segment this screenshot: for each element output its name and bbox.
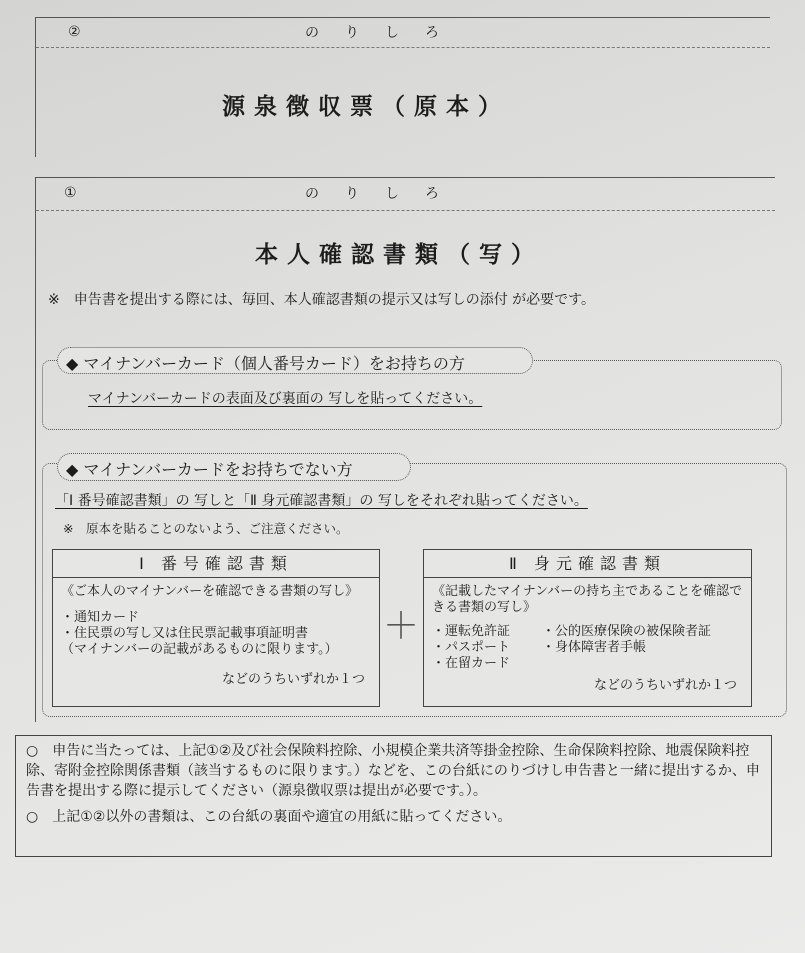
number-verification-desc: 《ご本人のマイナンバーを確認できる書類の写し》: [61, 584, 359, 599]
plus-icon: ＋: [383, 606, 420, 647]
number-verification-title: Ⅰ 番号確認書類: [53, 550, 379, 578]
note-other-documents: ○ 上記①②以外の書類は、この台紙の裏面や適宜の用紙に貼ってください。: [26, 809, 512, 825]
list-item: ・通知カード: [61, 610, 140, 625]
section1-title: 本人確認書類（写）: [255, 242, 543, 268]
section1-fold-line: [36, 210, 775, 211]
with-card-heading: ◆ マイナンバーカード（個人番号カード）をお持ちの方: [57, 347, 533, 374]
section2-norishiro: の り し ろ: [305, 25, 445, 41]
with-card-instruction: マイナンバーカードの表面及び裏面の 写しを貼ってください。: [88, 391, 483, 407]
identity-verification-title: Ⅱ 身元確認書類: [424, 550, 751, 578]
without-card-note: ※ 原本を貼ることのないよう、ご注意ください。: [63, 521, 349, 536]
section1-norishiro: の り し ろ: [305, 186, 445, 202]
identity-verification-desc: 《記載したマイナンバーの持ち主であることを確認できる書類の写し》: [432, 584, 743, 615]
section2-number: ②: [68, 24, 81, 40]
list-item: ・公的医療保険の被保険者証: [542, 624, 712, 639]
list-item: ・身体障害者手帳: [542, 640, 647, 655]
section1-left-border: [35, 177, 36, 722]
section2-left-border: [35, 17, 36, 157]
submission-notice: ※ 申告書を提出する際には、毎回、本人確認書類の提示又は写しの添付 が必要です。: [48, 292, 596, 308]
without-card-heading: ◆ マイナンバーカードをお持ちでない方: [57, 453, 411, 481]
number-verification-footer: などのうちいずれか１つ: [221, 672, 365, 687]
section2-top-border: [35, 17, 770, 18]
section2-title: 源泉徴収票（原本）: [222, 94, 510, 120]
identity-verification-box: [423, 549, 752, 707]
list-item: ・パスポート: [432, 640, 511, 655]
without-card-instruction: 「Ⅰ 番号確認書類」の 写しと「Ⅱ 身元確認書類」の 写しをそれぞれ貼ってください。: [55, 493, 588, 509]
note-attach-documents: ○ 申告に当たっては、上記①②及び社会保険料控除、小規模企業共済等掛金控除、生命保険料控除、地震保険料控除、寄附金控除関係書類（該当するものに限ります。）などを、この台紙にのりづけし申告書と一緒に提出するか、申告書を提出する際に提示してください（源泉徴収票は提出が必要です。）。: [26, 743, 760, 799]
section1-number: ①: [64, 185, 77, 201]
section2-fold-line: [36, 47, 770, 48]
list-item: ・運転免許証: [432, 624, 511, 639]
bottom-notes-box: [15, 735, 772, 857]
number-verification-box: [52, 549, 380, 707]
list-item: ・住民票の写し又は住民票記載事項証明書: [61, 626, 309, 641]
list-item: ・在留カード: [432, 656, 511, 671]
section1-top-border: [35, 177, 775, 178]
list-item: （マイナンバーの記載があるものに限ります。）: [61, 642, 338, 657]
identity-verification-footer: などのうちいずれか１つ: [593, 678, 737, 693]
